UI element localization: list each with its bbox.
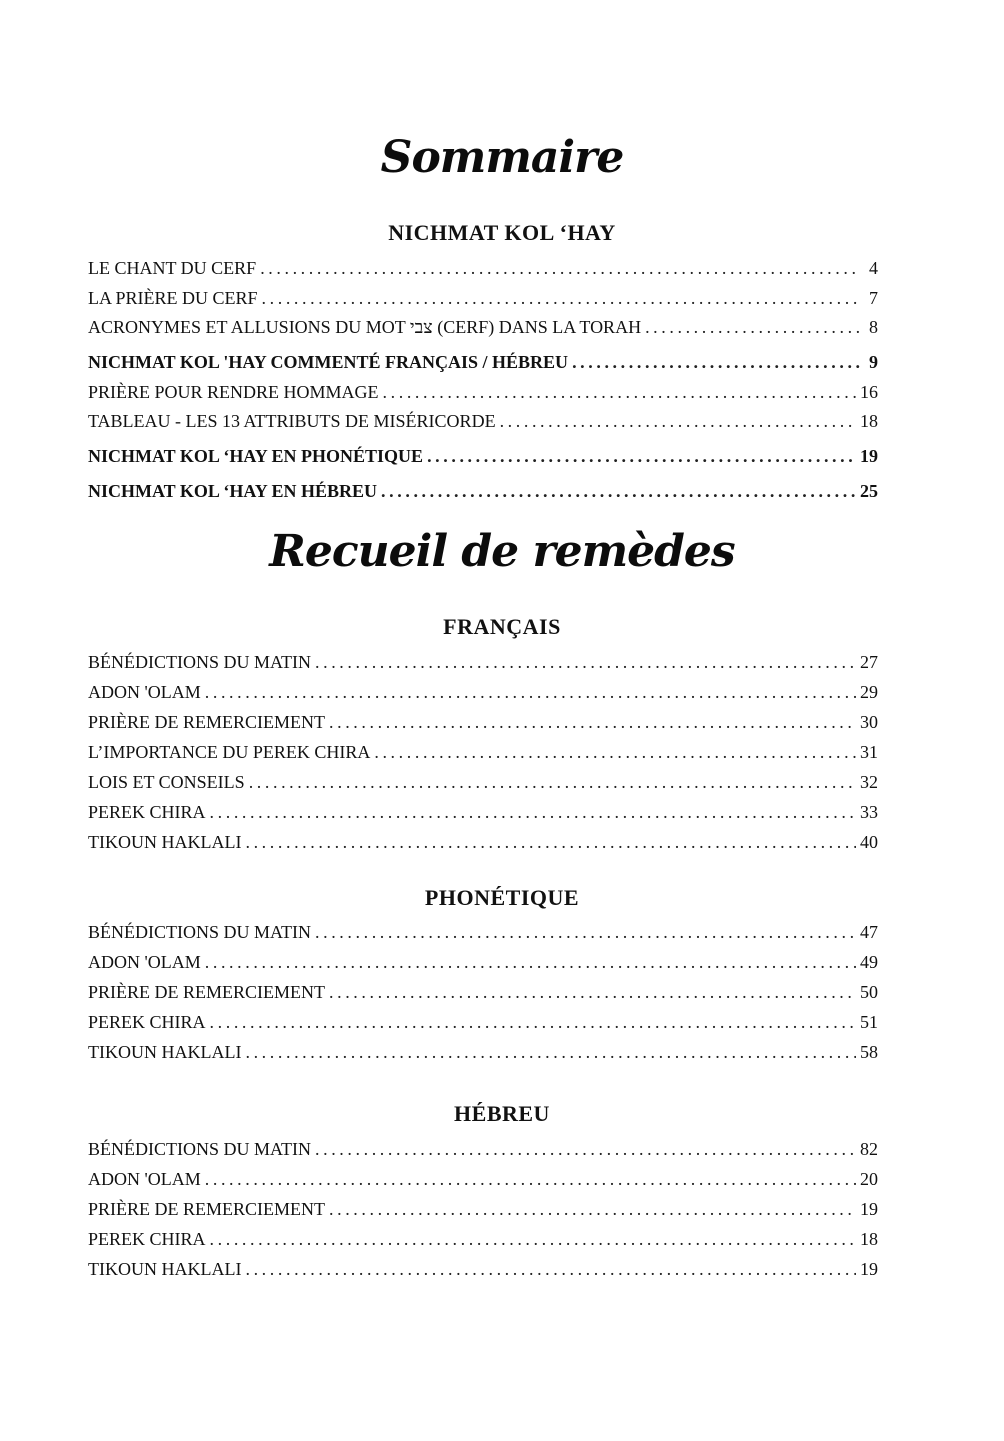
toc-entry[interactable] (88, 382, 878, 411)
dot-leader (374, 742, 856, 762)
toc-entry-page: 33 (860, 802, 878, 822)
dot-leader (260, 258, 860, 278)
dot-leader (205, 1169, 856, 1189)
toc-entry-label: PRIÈRE DE REMERCIEMENT (88, 1199, 325, 1219)
toc-entry-label: LOIS ET CONSEILS (88, 772, 245, 792)
toc-entry-label: TIKOUN HAKLALI (88, 1042, 242, 1062)
toc-entry-label: PEREK CHIRA (88, 1229, 206, 1249)
toc-entry-page: 7 (869, 288, 878, 308)
dot-leader (329, 712, 856, 732)
phonetique-toc-list (88, 922, 878, 1072)
toc-entry-label: ADON 'OLAM (88, 682, 201, 702)
section-heading-francais: FRANÇAIS (443, 614, 561, 639)
toc-entry-page: 18 (860, 1229, 878, 1249)
summary-toc-list (88, 258, 878, 511)
toc-entry-label: PEREK CHIRA (88, 1012, 206, 1032)
toc-entry-label: ADON 'OLAM (88, 1169, 201, 1189)
toc-entry-page: 32 (860, 772, 878, 792)
toc-entry-page: 27 (860, 652, 878, 672)
toc-entry[interactable] (88, 1012, 878, 1042)
toc-entry-page: 18 (860, 411, 878, 431)
toc-entry[interactable] (88, 1139, 878, 1169)
toc-entry-label: ACRONYMES ET ALLUSIONS DU MOT צבי (CERF) DANS LA TORAH (88, 317, 642, 337)
toc-entry[interactable] (88, 1229, 878, 1259)
toc-entry[interactable] (88, 982, 878, 1012)
toc-entry-page: 19 (860, 1199, 878, 1219)
toc-entry-page: 16 (860, 382, 878, 402)
toc-entry-page: 51 (860, 1012, 878, 1032)
toc-entry[interactable] (88, 258, 878, 288)
section-heading-phonetique: PHONÉTIQUE (424, 885, 580, 910)
dot-leader (645, 317, 860, 337)
toc-entry[interactable] (88, 288, 878, 317)
dot-leader (205, 952, 856, 972)
toc-entry-page: 40 (860, 832, 878, 852)
dot-leader (245, 1259, 856, 1279)
toc-entry-page: 20 (860, 1169, 878, 1189)
dot-leader (210, 802, 856, 822)
toc-entry-label: PRIÈRE POUR RENDRE HOMMAGE (88, 382, 379, 402)
dot-leader (500, 411, 856, 431)
toc-entry[interactable] (88, 832, 878, 862)
toc-entry[interactable] (88, 712, 878, 742)
toc-entry-page: 19 (860, 1259, 878, 1279)
toc-entry-label: NICHMAT KOL ‘HAY EN PHONÉTIQUE (88, 446, 424, 466)
toc-entry[interactable] (88, 1169, 878, 1199)
toc-entry-label: NICHMAT KOL 'HAY COMMENTÉ FRANÇAIS / HÉBREU (88, 352, 569, 372)
toc-entry[interactable] (88, 772, 878, 802)
toc-entry-label: BÉNÉDICTIONS DU MATIN (88, 922, 311, 942)
toc-entry-label: ADON 'OLAM (88, 952, 201, 972)
toc-entry-label: BÉNÉDICTIONS DU MATIN (88, 1139, 311, 1159)
toc-entry-label: TIKOUN HAKLALI (88, 832, 242, 852)
hebreu-toc-list (88, 1139, 878, 1289)
dot-leader (249, 772, 856, 792)
dot-leader (315, 922, 856, 942)
toc-entry-label: L’IMPORTANCE DU PEREK CHIRA (88, 742, 371, 762)
toc-entry-label: PEREK CHIRA (88, 802, 206, 822)
toc-entry-page: 49 (860, 952, 878, 972)
dot-leader (383, 382, 856, 402)
dot-leader (427, 446, 856, 466)
toc-entry[interactable] (88, 802, 878, 832)
francais-toc-list (88, 652, 878, 862)
toc-entry[interactable] (88, 742, 878, 772)
toc-entry[interactable] (88, 446, 878, 481)
dot-leader (329, 1199, 856, 1219)
summary-title: Sommaire (380, 132, 624, 183)
toc-entry-page: 9 (869, 352, 878, 372)
toc-entry-label: TABLEAU - LES 13 ATTRIBUTS DE MISÉRICORDE (88, 411, 496, 431)
toc-entry-page: 31 (860, 742, 878, 762)
toc-entry-label: NICHMAT KOL ‘HAY EN HÉBREU (88, 481, 378, 501)
toc-entry-label: PRIÈRE DE REMERCIEMENT (88, 982, 325, 1002)
toc-entry-page: 25 (860, 481, 878, 501)
toc-entry-label: PRIÈRE DE REMERCIEMENT (88, 712, 325, 732)
toc-entry-label: LE CHANT DU CERF (88, 258, 257, 278)
dot-leader (381, 481, 856, 501)
toc-entry-page: 19 (860, 446, 878, 466)
toc-entry-label: BÉNÉDICTIONS DU MATIN (88, 652, 311, 672)
toc-entry[interactable] (88, 952, 878, 982)
toc-entry[interactable] (88, 682, 878, 712)
dot-leader (210, 1012, 856, 1032)
toc-entry[interactable] (88, 1199, 878, 1229)
dot-leader (329, 982, 856, 1002)
toc-entry-page: 4 (869, 258, 878, 278)
toc-entry-page: 82 (860, 1139, 878, 1159)
toc-entry[interactable] (88, 411, 878, 446)
toc-entry-page: 30 (860, 712, 878, 732)
toc-entry[interactable] (88, 352, 878, 382)
dot-leader (315, 652, 856, 672)
toc-entry-page: 58 (860, 1042, 878, 1062)
dot-leader (245, 832, 856, 852)
toc-entry-page: 29 (860, 682, 878, 702)
toc-entry[interactable] (88, 481, 878, 511)
section-heading-hebreu: HÉBREU (454, 1101, 550, 1126)
toc-entry-page: 50 (860, 982, 878, 1002)
remedies-title: Recueil de remèdes (269, 526, 735, 577)
toc-entry-label: TIKOUN HAKLALI (88, 1259, 242, 1279)
toc-entry[interactable] (88, 1042, 878, 1072)
toc-entry-label: LA PRIÈRE DU CERF (88, 288, 258, 308)
toc-entry[interactable] (88, 1259, 878, 1289)
dot-leader (315, 1139, 856, 1159)
toc-entry-page: 47 (860, 922, 878, 942)
dot-leader (245, 1042, 856, 1062)
toc-entry[interactable] (88, 652, 878, 682)
dot-leader (572, 352, 860, 372)
dot-leader (210, 1229, 856, 1249)
dot-leader (205, 682, 856, 702)
dot-leader (262, 288, 860, 308)
toc-entry-page: 8 (869, 317, 878, 337)
toc-entry[interactable] (88, 317, 878, 352)
section-heading-nichmat: NICHMAT KOL ‘HAY (388, 220, 616, 245)
toc-entry[interactable] (88, 922, 878, 952)
